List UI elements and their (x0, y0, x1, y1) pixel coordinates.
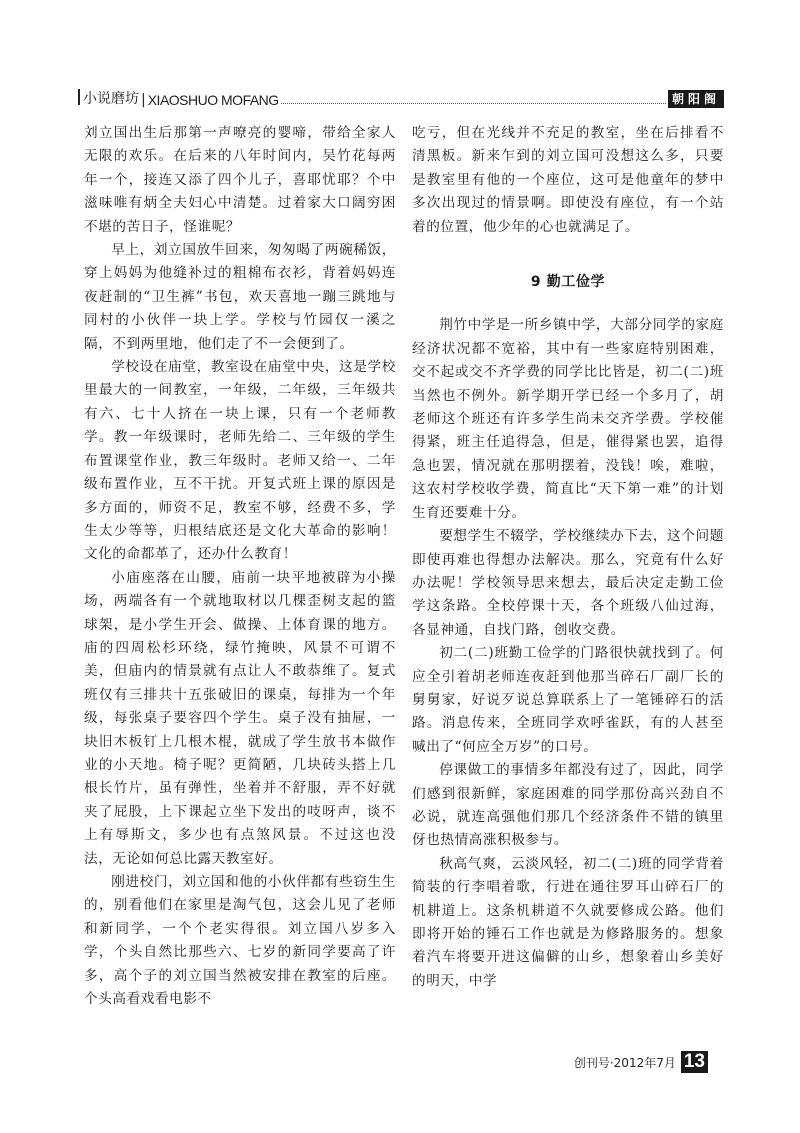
section-badge: 朝阳阁 (668, 90, 724, 108)
paragraph: 要想学生不辍学，学校继续办下去，这个问题即使再难也得想办法解决。那么，究竟有什么好办法呢！学校领导思来想去，最后决定走勤工俭学这条路。全校停课十天，各个班级八仙过海，各显神通，自找门路，创收交费。 (412, 528, 724, 638)
paragraph: 荆竹中学是一所乡镇中学，大部分同学的家庭经济状况都不宽裕，其中有一些家庭特别困难，交不起或交不齐学费的同学比比皆是，初二(二)班当然也不例外。新学期开学已经一个多月了，胡老师这个班还有许多学生尚未交齐学费。学校催得紧，班主任追得急，但是，催得紧也罢，追得急也罢，情况就在那明摆着，没钱！唉，难啦，这农村学校收学费，简直比“天下第一难”的计划生育还要难十分。 (412, 317, 724, 521)
header-dotted-leader (281, 102, 666, 104)
column-name-cn: 小说磨坊 (83, 91, 139, 107)
paragraph-continuation: 吃亏，但在光线并不充足的教室，坐在后排看不清黑板。新来乍到的刘立国可没想这么多，只要是教室里有他的一个座位，这可是他童年的梦中多次出现过的情景啊。即使没有座位，有一个站着的位置，他少年的心也就满足了。 (412, 125, 724, 235)
paragraph: 刘立国出生后那第一声嘹亮的婴啼，带给全家人无限的欢乐。在后来的八年时间内，吴竹花每两年一个，接连又添了四个儿子，喜耶忧耶？个中滋味唯有炳全夫妇心中清楚。过着家大口阔穷困不堪的苦日子，怪谁呢？ (84, 125, 396, 235)
section-title: 9 勤工俭学 (530, 274, 606, 291)
header-separator: | (141, 92, 146, 108)
paragraph: 停课做工的事情多年都没有过了，因此，同学们感到很新鲜，家庭困难的同学那份高兴劲自不必说，就连高强他们那几个经济条件不错的镇里伢也热情高涨积极参与。 (412, 762, 724, 849)
issue-label: 创刊号·2012年7月 (573, 1055, 676, 1070)
page-footer (574, 1051, 708, 1073)
column-name-en: XIAOSHUO MOFANG (147, 92, 279, 108)
header-bar-mark (78, 89, 80, 105)
paragraph: 初二(二)班勤工俭学的门路很快就找到了。何应全引着胡老师连夜赶到他那当碎石厂副厂长的舅舅家，好说歹说总算联系上了一笔锤碎石的活路。消息传来，全班同学欢呼雀跃，有的人甚至喊出了“何应全万岁”的口号。 (412, 645, 724, 755)
page-number: 13 (681, 1051, 708, 1073)
paragraph: 秋高气爽，云淡风轻，初二(二)班的同学背着简装的行李唱着歌，行进在通往罗耳山碎石厂的机耕道上。这条机耕道不久就要修成公路。他们即将开始的锤石工作也就是为修路服务的。想象着汽车将要开进这偏僻的山乡，想象着山乡美好的明天，中学 (412, 855, 724, 989)
paragraph: 早上，刘立国放牛回来，匆匆喝了两碗稀饭，穿上妈妈为他缝补过的粗棉布衣衫，背着妈妈连夜赶制的“卫生裤”书包，欢天喜地一蹦三跳地与同村的小伙伴一块上学。学校与竹园仅一溪之隔，不到两里地，他们走了不一会便到了。 (84, 242, 396, 352)
running-header (78, 86, 724, 108)
paragraph: 刚进校门，刘立国和他的小伙伴都有些窃生生的，别看他们在家里是淘气包，这会儿见了老师和新同学，一个个老实得很。刘立国八岁多入学，个头自然比那些六、七岁的新同学要高了许多，高个子的刘立国当然被安排在教室的后座。个头高看戏看电影不 (84, 874, 396, 1008)
right-column (412, 122, 724, 993)
paragraph: 小庙座落在山腰，庙前一块平地被辟为小操场，两端各有一个就地取材以几棵歪树支起的篮球架，是小学生开会、做操、上体育课的地方。庙的四周松杉环绕，绿竹掩映，风景不可谓不美，但庙内的情景就有点让人不敢恭维了。复式班仅有三排共十五张破旧的课桌，每排为一个年级，每张桌子要容四个学生。桌子没有抽屉，一块旧木板钉上几根木棍，就成了学生放书本做作业的小天地。椅子呢？更简陋，几块砖头搭上几根长竹片，虽有弹性，坐着并不舒服，弄不好就夹了屁股，上下课起立坐下发出的吱呀声，谈不上有辱斯文，多少也有点煞风景。不过这也没法，无论如何总比露天教室好。 (84, 569, 396, 867)
paragraph: 学校设在庙堂，教室设在庙堂中央，这是学校里最大的一间教室，一年级，二年级，三年级共有六、七十人挤在一块上课，只有一个老师教学。教一年级课时，老师先给二、三年级的学生布置课堂作业，教三年级时。老师又给一、二年级布置作业，互不干扰。开复式班上课的原因是多方面的，师资不足，教室不够，经费不多，学生太少等等，归根结底还是文化大革命的影响！文化的命都革了，还办什么教育！ (84, 359, 396, 563)
left-column (84, 122, 396, 1011)
